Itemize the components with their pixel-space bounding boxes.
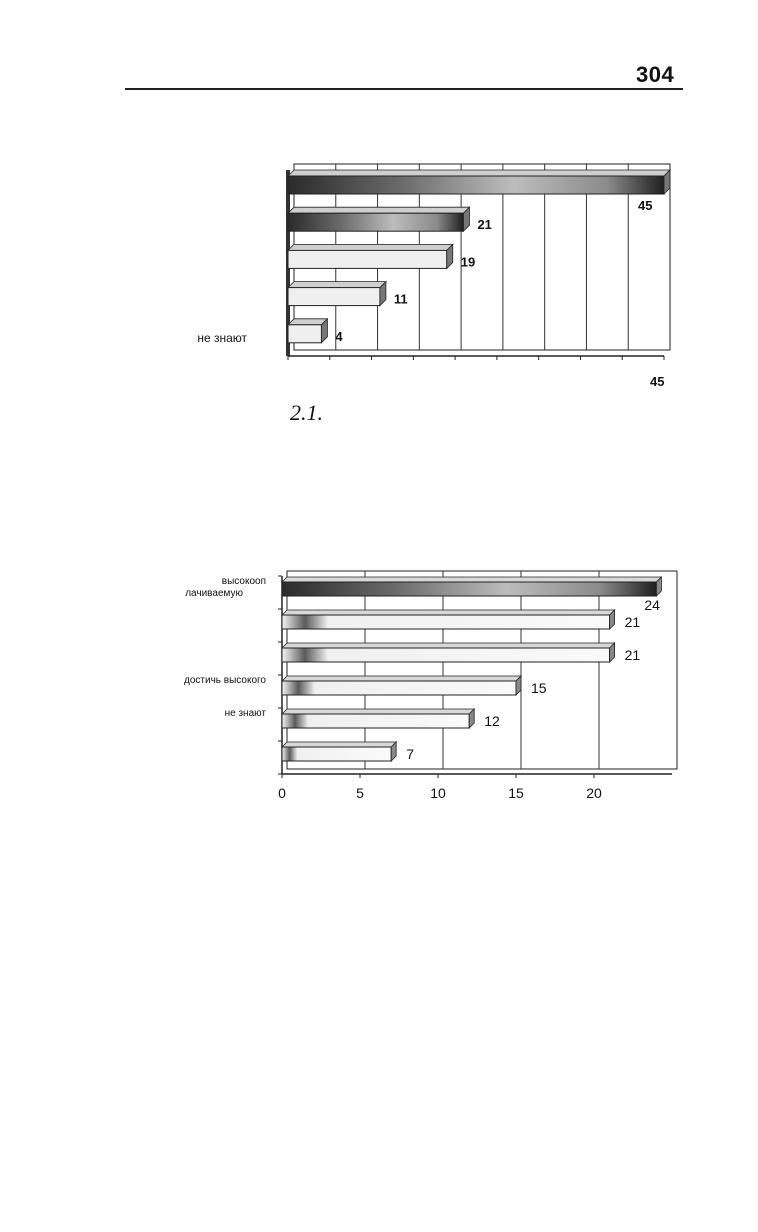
- bar: [288, 250, 447, 268]
- x-tick-label: 10: [430, 785, 446, 801]
- header-rule: [125, 88, 683, 90]
- bar-top: [282, 643, 615, 648]
- value-label: 12: [484, 713, 500, 729]
- bar-top: [282, 577, 661, 582]
- category-label: высокооп лачиваемую: [185, 576, 266, 599]
- bar-top: [288, 319, 327, 325]
- bar: [282, 615, 610, 629]
- value-label: 19: [460, 254, 476, 270]
- x-tick-label: 5: [356, 785, 364, 801]
- bar-top: [282, 709, 474, 714]
- bar-top: [288, 170, 670, 176]
- bar-top: [282, 742, 396, 747]
- bar: [288, 325, 321, 343]
- page-number: 304: [636, 62, 675, 87]
- bar-top: [288, 207, 469, 213]
- value-label: 24: [644, 597, 660, 613]
- bar-top: [288, 244, 453, 250]
- bar: [288, 213, 463, 231]
- bar: [288, 288, 380, 306]
- category-label: не знают: [197, 330, 247, 345]
- value-label: 7: [406, 746, 414, 762]
- chart-2: [0, 560, 758, 810]
- value-label: 4: [335, 328, 343, 344]
- value-label: 15: [531, 680, 547, 696]
- category-label: достичь высокого: [184, 675, 266, 686]
- bar: [282, 714, 469, 728]
- bar: [282, 747, 391, 761]
- plot-frame: [287, 571, 677, 769]
- value-label: 21: [624, 647, 641, 663]
- x-tick-label: 20: [586, 785, 602, 801]
- x-tick-label: 15: [508, 785, 524, 801]
- value-label: 21: [477, 217, 492, 233]
- bar: [288, 176, 664, 194]
- value-label: 21: [624, 614, 641, 630]
- category-label: не знают: [224, 708, 266, 719]
- bar-top: [288, 282, 386, 288]
- chart-1: [0, 160, 758, 400]
- figure-caption: 2.1.: [290, 400, 323, 425]
- axis-end-label: 45: [650, 374, 665, 389]
- value-label: 11: [393, 291, 408, 307]
- x-tick-label: 0: [278, 785, 286, 801]
- bar-top: [282, 610, 615, 615]
- value-label: 45: [638, 198, 653, 213]
- bar: [282, 582, 656, 596]
- bar: [282, 648, 610, 662]
- bar-top: [282, 676, 521, 681]
- bar: [282, 681, 516, 695]
